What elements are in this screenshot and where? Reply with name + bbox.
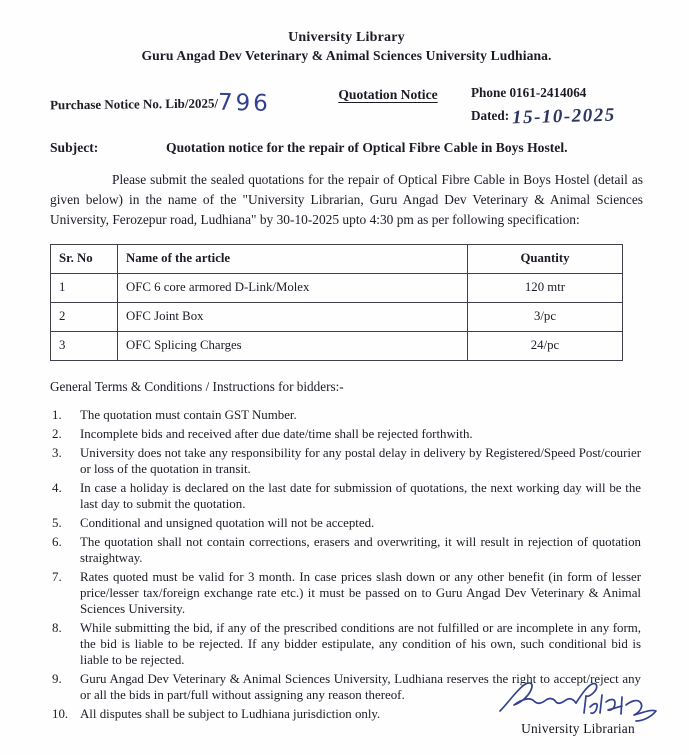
signatory-title: University Librarian	[521, 721, 635, 736]
notice-title: Quotation Notice	[338, 87, 438, 102]
table-row	[51, 302, 623, 331]
notice-title-wrap	[305, 84, 471, 104]
cell-article: OFC 6 core armored D-Link/Molex	[118, 273, 468, 302]
org-subtitle: Guru Angad Dev Veterinary & Animal Sciences University Ludhiana.	[141, 48, 552, 63]
dated-line	[471, 102, 643, 128]
purchase-notice-number-handwritten: 796	[217, 89, 272, 117]
specification-table	[50, 244, 623, 361]
cell-sr: 1	[51, 273, 118, 302]
term-item	[50, 534, 643, 566]
cell-quantity: 3/pc	[468, 302, 623, 331]
term-item	[50, 445, 643, 477]
dated-label: Dated:	[471, 107, 510, 123]
header-sr-no: Sr. No	[51, 244, 118, 273]
table-row	[51, 331, 623, 360]
cell-sr: 3	[51, 331, 118, 360]
cell-article: OFC Splicing Charges	[118, 331, 468, 360]
intro-paragraph: Please submit the sealed quotations for the repair of Optical Fibre Cable in Boys Hostel (detail as given below) in the name of the "University Librarian, Guru Angad Dev Veterinary & Animal Sciences University, Ferozepur road, Ludhiana" by 30-10-2025 upto 4:30 pm as per following specification:	[50, 172, 643, 228]
term-item	[50, 480, 643, 512]
term-number: 8.	[52, 620, 62, 635]
contact-block	[471, 84, 643, 127]
subject-label: Subject:	[50, 140, 99, 155]
cell-sr: 2	[51, 302, 118, 331]
term-number: 7.	[52, 569, 62, 584]
term-item	[50, 569, 643, 617]
term-text: While submitting the bid, if any of the prescribed conditions are not fulfilled or are incomplete in any form, the bid is liable to be rejected. If any bidder estipulate, any condition of his own, such conditional bid is liable to be rejected.	[80, 620, 641, 667]
term-text: In case a holiday is declared on the last date for submission of quotations, the next working day will be the last day to submit the quotation.	[80, 480, 641, 511]
term-item	[50, 426, 643, 442]
purchase-notice-line	[49, 83, 305, 117]
term-text: The quotation must contain GST Number.	[80, 407, 297, 422]
term-text: The quotation shall not contain corrections, erasers and overwriting, it will result in rejection of quotation straightway.	[80, 534, 641, 565]
signature-block	[493, 669, 663, 737]
subject-row	[50, 140, 643, 156]
header-quantity: Quantity	[468, 244, 623, 273]
table-header-row	[51, 244, 623, 273]
term-text: Conditional and unsigned quotation will not be accepted.	[80, 515, 375, 530]
purchase-notice-label: Purchase Notice No. Lib/2025/	[49, 95, 219, 113]
org-title: University Library	[288, 30, 405, 45]
cell-quantity: 24/pc	[468, 331, 623, 360]
term-number: 10.	[52, 706, 69, 721]
meta-row	[50, 84, 643, 132]
term-text: University does not take any responsibility for any postal delay in delivery by Registered/Speed Post/courier or loss of the quotation in transit.	[80, 445, 641, 476]
cell-quantity: 120 mtr	[468, 273, 623, 302]
term-text: Rates quoted must be valid for 3 month. In case prices slash down or any other benefit (in form of lesser price/lesser tax/foreign exchange rate etc.) it must be passed on to Guru Angad Dev Veterinary & Animal Sciences University.	[80, 569, 641, 616]
term-number: 9.	[52, 671, 62, 686]
document-header	[50, 30, 643, 64]
term-number: 6.	[52, 534, 62, 549]
term-number: 5.	[52, 515, 62, 530]
term-number: 4.	[52, 480, 62, 495]
term-text: Guru Angad Dev Veterinary & Animal Sciences University, Ludhiana reserves the right to accept/reject any or all the bids in part/full without assigning any reason thereof.	[80, 671, 641, 702]
term-item	[50, 407, 643, 423]
term-text: Incomplete bids and received after due date/time shall be rejected forthwith.	[80, 426, 473, 441]
cell-article: OFC Joint Box	[118, 302, 468, 331]
term-number: 2.	[52, 426, 62, 441]
header-article: Name of the article	[118, 244, 468, 273]
terms-heading: General Terms & Conditions / Instructions for bidders:-	[50, 378, 344, 394]
subject-text: Quotation notice for the repair of Optical Fibre Cable in Boys Hostel.	[166, 140, 568, 155]
table-row	[51, 273, 623, 302]
term-number: 1.	[52, 407, 62, 422]
phone-line: Phone 0161-2414064	[471, 85, 587, 100]
term-item	[50, 620, 643, 668]
term-number: 3.	[52, 445, 62, 460]
term-item	[50, 515, 643, 531]
dated-value-handwritten: 15-10-2025	[512, 104, 617, 129]
term-text: All disputes shall be subject to Ludhiana jurisdiction only.	[80, 706, 381, 721]
